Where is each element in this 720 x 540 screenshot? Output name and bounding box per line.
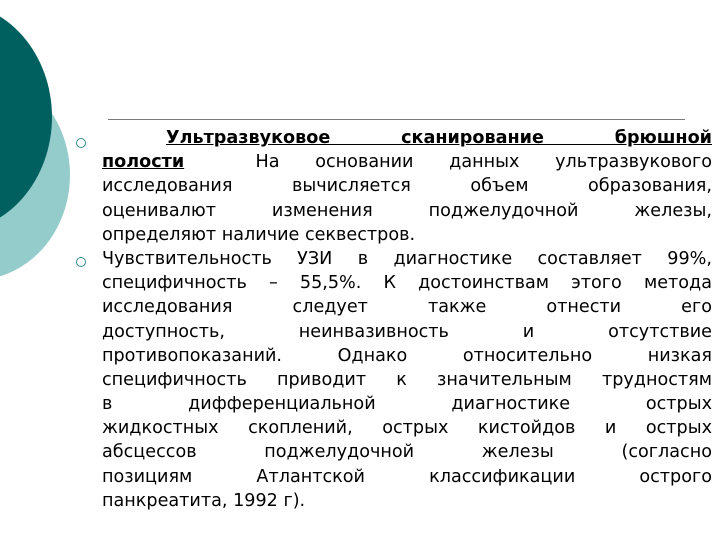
circle-bullet-icon [76, 257, 86, 267]
item2-line-10: позициям Атлантской классификации острого [102, 466, 712, 487]
item2-line-5: противопоказаний. Однако относительно низкая [102, 345, 712, 366]
item1-line-2: исследования вычисляется объем образования, [102, 176, 712, 197]
item2-line-4: доступность, неинвазивность и отсутствие [102, 321, 712, 342]
item2-line-2: специфичность – 55,5%. К достоинствам этого метода [102, 273, 712, 294]
item1-line-4: определяют наличие секвестров. [102, 224, 416, 245]
lead-line-1 [102, 126, 712, 150]
item2-line-1: Чувствительность УЗИ в диагностике составляет 99%, [102, 248, 712, 269]
item2-line-9: абсцессов поджелудочной железы (согласно [102, 442, 712, 463]
item2-line-3: исследования следует также отнести его [102, 297, 712, 318]
lead-heading-part1: Ультразвуковое сканирование брюшной [166, 128, 712, 148]
item2-line-8: жидкостных скоплений, острых кистойдов и острых [102, 418, 712, 439]
slide-body [76, 126, 712, 513]
item1-line-3: оценивалют изменения поджелудочной железы, [102, 200, 712, 221]
item2-line-7: в дифференциальной диагностике острых [102, 394, 712, 415]
circle-bullet-icon [76, 138, 86, 148]
title-divider [108, 119, 685, 120]
item2-line-11: панкреатита, 1992 г). [102, 490, 306, 511]
bullet-item-ultrasound [76, 126, 712, 247]
item1-text-1: На основании данных ультразвукового [255, 152, 712, 173]
item2-line-6: специфичность приводит к значительным трудностям [102, 369, 712, 390]
bullet-item-sensitivity [76, 247, 712, 513]
item1-line-1 [102, 150, 712, 174]
lead-heading-part2: полости [102, 152, 185, 173]
